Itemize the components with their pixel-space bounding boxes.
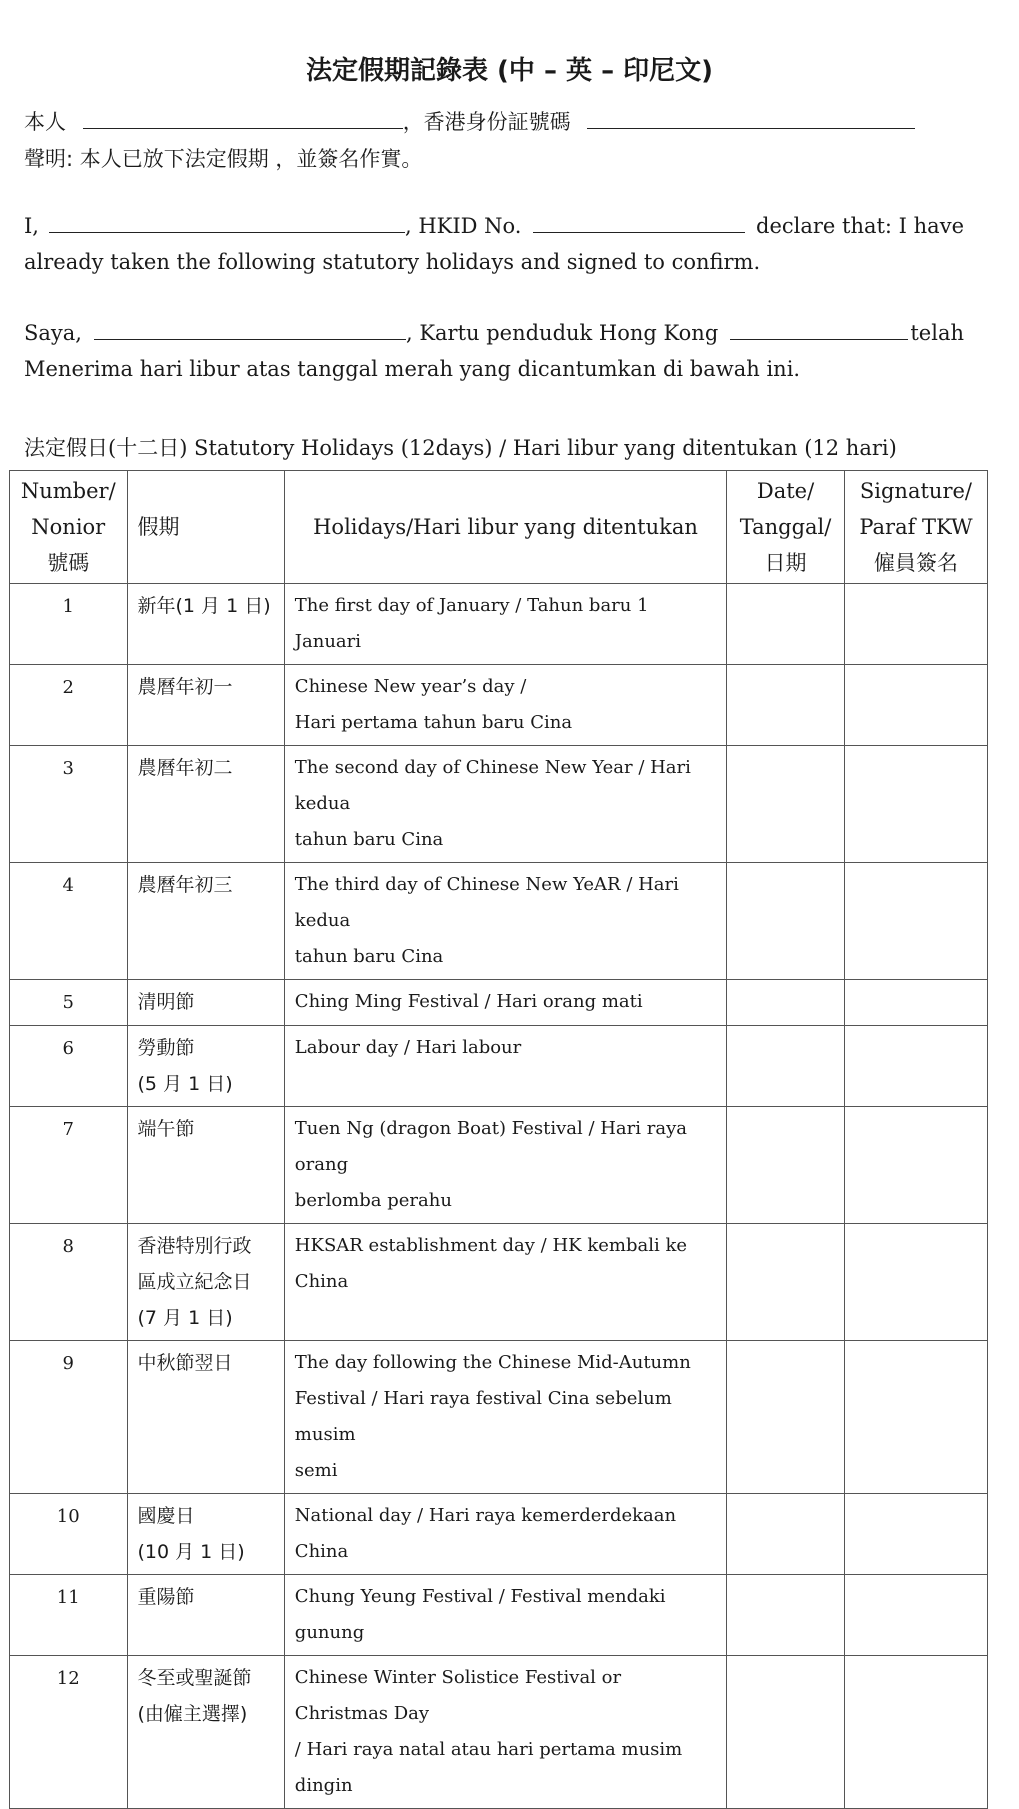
holiday-name-zh-line: 重陽節	[137, 1586, 195, 1608]
id-declare-text: telah	[910, 321, 964, 345]
holiday-description	[284, 863, 726, 980]
holiday-description-line: The day following the Chinese Mid-Autumn	[294, 1352, 691, 1373]
date-cell[interactable]	[727, 746, 845, 863]
table-caption: 法定假日(十二日) Statutory Holidays (12days) / Hari libur yang ditentukan (12 hari)	[24, 436, 897, 460]
en-declare-text: declare that: I have	[756, 214, 964, 238]
zh-hkid-label: ，香港身份証號碼	[402, 110, 571, 134]
holiday-description	[284, 1494, 726, 1575]
holiday-name-zh-line: (5 月 1 日)	[137, 1073, 233, 1095]
holiday-name-zh-line: 農曆年初二	[137, 757, 233, 779]
signature-cell[interactable]	[844, 1575, 987, 1656]
signature-cell[interactable]	[844, 980, 987, 1026]
holidays-table-body	[10, 584, 988, 1809]
holidays-table	[9, 470, 988, 1809]
holiday-name-zh-line: 清明節	[137, 991, 195, 1013]
header-number: Number/ Nonior 號碼	[10, 471, 128, 584]
signature-cell[interactable]	[844, 665, 987, 746]
holiday-name-zh	[127, 1224, 284, 1341]
table-row	[10, 1656, 988, 1809]
holiday-name-zh-line: 國慶日	[137, 1505, 195, 1527]
holiday-description	[284, 1026, 726, 1107]
date-cell[interactable]	[727, 863, 845, 980]
table-row	[10, 1341, 988, 1494]
zh-hkid-blank[interactable]	[587, 110, 915, 129]
holiday-description-line: tahun baru Cina	[294, 946, 444, 967]
row-number: 1	[10, 584, 128, 665]
signature-cell[interactable]	[844, 1026, 987, 1107]
form-title: 法定假期記錄表 (中 – 英 – 印尼文)	[305, 56, 714, 86]
id-declaration-line1	[24, 321, 964, 345]
holiday-name-zh	[127, 746, 284, 863]
holiday-name-zh	[127, 1656, 284, 1809]
row-number: 11	[10, 1575, 128, 1656]
table-row	[10, 746, 988, 863]
table-row	[10, 584, 988, 665]
table-row	[10, 1224, 988, 1341]
holiday-description-line: / Hari raya natal atau hari pertama musim dingin	[294, 1739, 683, 1796]
date-cell[interactable]	[727, 1224, 845, 1341]
id-name-label: Saya,	[24, 321, 82, 345]
date-cell[interactable]	[727, 584, 845, 665]
date-cell[interactable]	[727, 1494, 845, 1575]
holiday-description-line: Ching Ming Festival / Hari orang mati	[294, 991, 643, 1012]
row-number: 5	[10, 980, 128, 1026]
holiday-description	[284, 1224, 726, 1341]
en-name-blank[interactable]	[49, 214, 405, 233]
date-cell[interactable]	[727, 1656, 845, 1809]
holiday-description-line: National day / Hari raya kemerderdekaan China	[294, 1505, 677, 1562]
holiday-description-line: tahun baru Cina	[294, 829, 444, 850]
signature-cell[interactable]	[844, 1656, 987, 1809]
id-hkid-label: , Kartu penduduk Hong Kong	[405, 321, 719, 345]
signature-cell[interactable]	[844, 584, 987, 665]
holiday-name-zh	[127, 1575, 284, 1656]
holiday-description-line: semi	[294, 1460, 338, 1481]
holiday-name-zh	[127, 980, 284, 1026]
holiday-name-zh-line: 香港特別行政	[137, 1235, 252, 1257]
holiday-description-line: Festival / Hari raya festival Cina sebelum musim	[294, 1388, 672, 1445]
row-number: 6	[10, 1026, 128, 1107]
row-number: 8	[10, 1224, 128, 1341]
holiday-description-line: HKSAR establishment day / HK kembali ke China	[294, 1235, 688, 1292]
holiday-description	[284, 584, 726, 665]
holiday-description	[284, 1107, 726, 1224]
table-row	[10, 863, 988, 980]
header-holiday-zh: 假期	[127, 471, 284, 584]
holiday-name-zh	[127, 1107, 284, 1224]
date-cell[interactable]	[727, 1341, 845, 1494]
date-cell[interactable]	[727, 980, 845, 1026]
holiday-name-zh	[127, 1494, 284, 1575]
table-row	[10, 1575, 988, 1656]
id-declaration-line2: Menerima hari libur atas tanggal merah yang dicantumkan di bawah ini.	[24, 357, 801, 381]
holiday-description-line: Chinese Winter Solistice Festival or Christmas Day	[294, 1667, 622, 1724]
row-number: 12	[10, 1656, 128, 1809]
row-number: 3	[10, 746, 128, 863]
date-cell[interactable]	[727, 1575, 845, 1656]
holiday-name-zh-line: 新年(1 月 1 日)	[137, 595, 271, 617]
zh-name-blank[interactable]	[83, 110, 403, 129]
row-number: 4	[10, 863, 128, 980]
en-declaration-line1	[24, 214, 964, 238]
signature-cell[interactable]	[844, 1107, 987, 1224]
id-name-blank[interactable]	[94, 321, 406, 340]
en-hkid-blank[interactable]	[533, 214, 745, 233]
signature-cell[interactable]	[844, 746, 987, 863]
signature-cell[interactable]	[844, 1341, 987, 1494]
header-date: Date/ Tanggal/ 日期	[727, 471, 845, 584]
en-declaration-line2: already taken the following statutory holidays and signed to confirm.	[24, 250, 761, 274]
holiday-description-line: The first day of January / Tahun baru 1 Januari	[294, 595, 649, 652]
holiday-name-zh-line: 農曆年初三	[137, 874, 233, 896]
holiday-name-zh-line: 端午節	[137, 1118, 195, 1140]
holiday-name-zh-line: 勞動節	[137, 1037, 195, 1059]
holiday-description-line: Chung Yeung Festival / Festival mendaki gunung	[294, 1586, 666, 1643]
holiday-name-zh-line: 農曆年初一	[137, 676, 233, 698]
holiday-description-line: Hari pertama tahun baru Cina	[294, 712, 573, 733]
holiday-description	[284, 1575, 726, 1656]
holiday-name-zh	[127, 1341, 284, 1494]
table-row	[10, 980, 988, 1026]
holiday-description	[284, 1341, 726, 1494]
date-cell[interactable]	[727, 665, 845, 746]
holiday-description	[284, 980, 726, 1026]
zh-declaration-line2: 聲明: 本人已放下法定假期 ，並簽名作實。	[24, 147, 423, 171]
holiday-description-line: berlomba perahu	[294, 1190, 452, 1211]
table-header-row	[10, 471, 988, 584]
holiday-name-zh-line: 區成立紀念日	[137, 1271, 252, 1293]
header-signature: Signature/ Paraf TKW 僱員簽名	[844, 471, 987, 584]
zh-name-label: 本人	[24, 110, 66, 134]
holiday-name-zh-line: (由僱主選擇)	[137, 1703, 248, 1725]
holiday-description-line: The second day of Chinese New Year / Hari kedua	[294, 757, 691, 814]
id-hkid-blank[interactable]	[730, 321, 908, 340]
table-row	[10, 1494, 988, 1575]
row-number: 9	[10, 1341, 128, 1494]
date-cell[interactable]	[727, 1026, 845, 1107]
holiday-description	[284, 1656, 726, 1809]
holiday-name-zh-line: 中秋節翌日	[137, 1352, 233, 1374]
row-number: 10	[10, 1494, 128, 1575]
table-row	[10, 1026, 988, 1107]
date-cell[interactable]	[727, 1107, 845, 1224]
signature-cell[interactable]	[844, 1224, 987, 1341]
signature-cell[interactable]	[844, 863, 987, 980]
zh-declaration-line1	[24, 106, 915, 136]
signature-cell[interactable]	[844, 1494, 987, 1575]
holiday-name-zh	[127, 1026, 284, 1107]
holiday-name-zh	[127, 584, 284, 665]
holiday-name-zh	[127, 665, 284, 746]
row-number: 2	[10, 665, 128, 746]
holiday-description-line: The third day of Chinese New YeAR / Hari kedua	[294, 874, 679, 931]
holiday-description-line: Chinese New year’s day /	[294, 676, 527, 697]
holiday-description	[284, 746, 726, 863]
holiday-name-zh	[127, 863, 284, 980]
holiday-description	[284, 665, 726, 746]
table-row	[10, 1107, 988, 1224]
row-number: 7	[10, 1107, 128, 1224]
holiday-description-line: Tuen Ng (dragon Boat) Festival / Hari raya orang	[294, 1118, 687, 1175]
holiday-name-zh-line: 冬至或聖誕節	[137, 1667, 252, 1689]
table-row	[10, 665, 988, 746]
holiday-name-zh-line: (10 月 1 日)	[137, 1541, 245, 1563]
header-holiday: Holidays/Hari libur yang ditentukan	[284, 471, 726, 584]
en-hkid-label: , HKID No.	[404, 214, 522, 238]
en-name-label: I,	[24, 214, 39, 238]
holiday-description-line: Labour day / Hari labour	[294, 1037, 522, 1058]
holiday-name-zh-line: (7 月 1 日)	[137, 1307, 233, 1329]
